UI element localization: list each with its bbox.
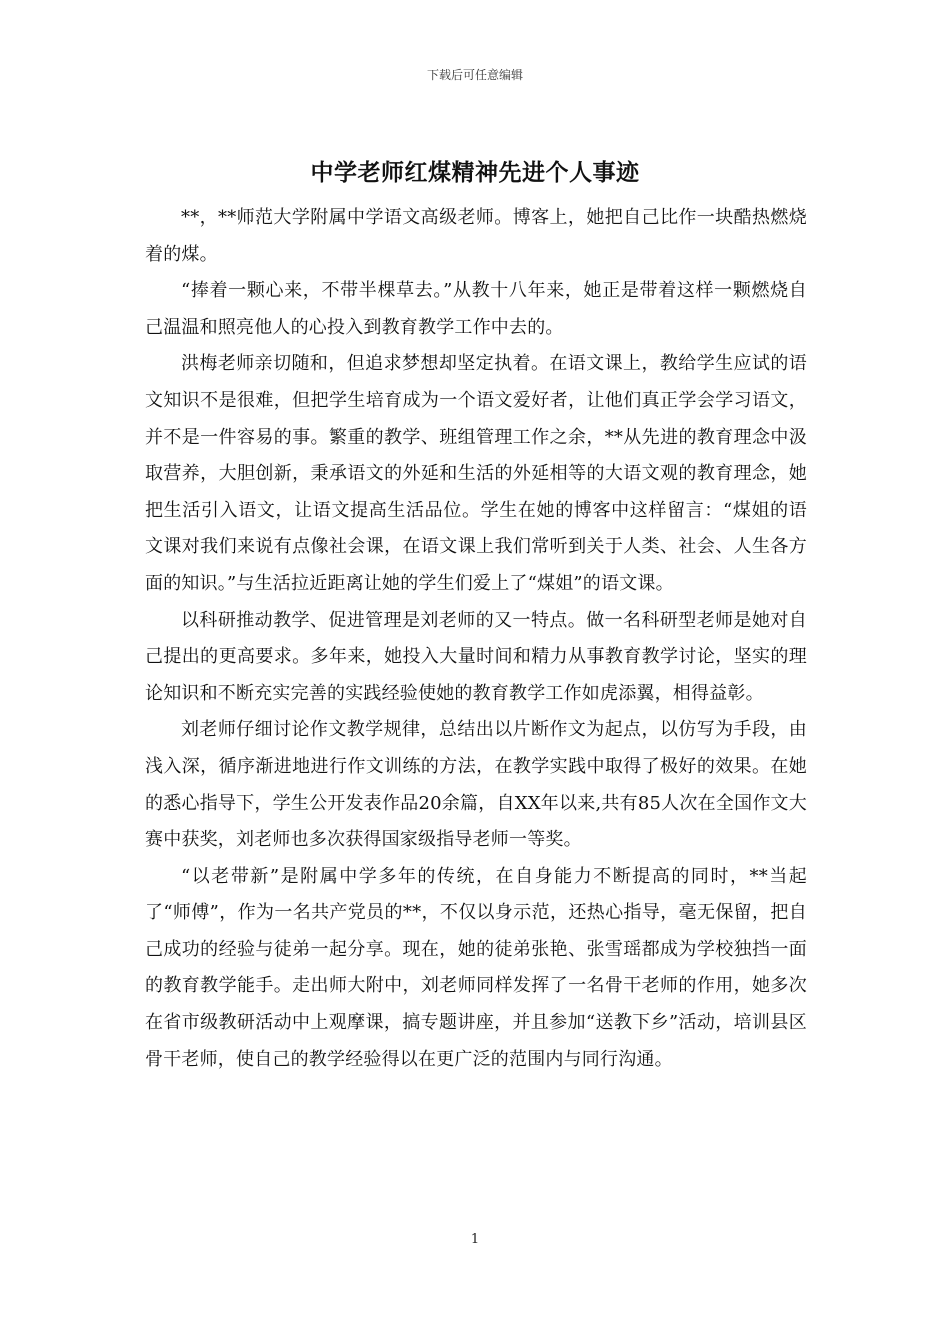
paragraph-research: 以科研推动教学、促进管理是刘老师的又一特点。做一名科研型老师是她对自己提出的更高要求。多年来，她投入大量时间和精力从事教育教学讨论，坚实的理论知识和不断充实完善的实践经验使她的教育教学工作如虎添翼，相得益彰。 <box>145 609 807 704</box>
paragraph-mentoring: “以老带新”是附属中学多年的传统，在自身能力不断提高的同时，**当起了“师傅”，作为一名共产党员的**，不仅以身示范，还热心指导，毫无保留，把自己成功的经验与徒弟一起分享。现在，她的徒弟张艳、张雪瑶都成为学校独挡一面的教育教学能手。走出师大附中，刘老师同样发挥了一名骨干老师的作用，她多次在省市级教研活动中上观摩课，搞专题讲座，并且参加“送教下乡”活动，培训县区骨干老师，使自己的教学经验得以在更广泛的范围内与同行沟通。 <box>145 865 807 1070</box>
paragraph-teaching: 洪梅老师亲切随和，但追求梦想却坚定执着。在语文课上，教给学生应试的语文知识不是很难，但把学生培育成为一个语文爱好者，让他们真正学会学习语文，并不是一件容易的事。繁重的教学、班组管理工作之余，**从先进的教育理念中汲取营养，大胆创新，秉承语文的外延和生活的外延相等的大语文观的教育理念，她把生活引入语文，让语文提高生活品位。学生在她的博客中这样留言：“煤姐的语文课对我们来说有点像社会课，在语文课上我们常听到关于人类、社会、人生各方面的知识。”与生活拉近距离让她的学生们爱上了“煤姐”的语文课。 <box>145 353 807 594</box>
document-body <box>145 200 807 1078</box>
paragraph-writing: 刘老师仔细讨论作文教学规律，总结出以片断作文为起点，以仿写为手段，由浅入深，循序渐进地进行作文训练的方法，在教学实践中取得了极好的效果。在她的悉心指导下，学生公开发表作品20余篇，自XX年以来,共有85人次在全国作文大赛中获奖，刘老师也多次获得国家级指导老师一等奖。 <box>145 719 807 851</box>
paragraph-intro: **，**师范大学附属中学语文高级老师。博客上，她把自己比作一块酷热燃烧着的煤。 <box>145 207 807 265</box>
paragraph-motto: “捧着一颗心来，不带半棵草去。”从教十八年来，她正是带着这样一颗燃烧自己温温和照亮他人的心投入到教育教学工作中去的。 <box>145 280 807 338</box>
document-title: 中学老师红煤精神先进个人事迹 <box>310 160 640 186</box>
page-number: 1 <box>470 1232 480 1247</box>
page-header-note: 下载后可任意编辑 <box>426 68 523 82</box>
